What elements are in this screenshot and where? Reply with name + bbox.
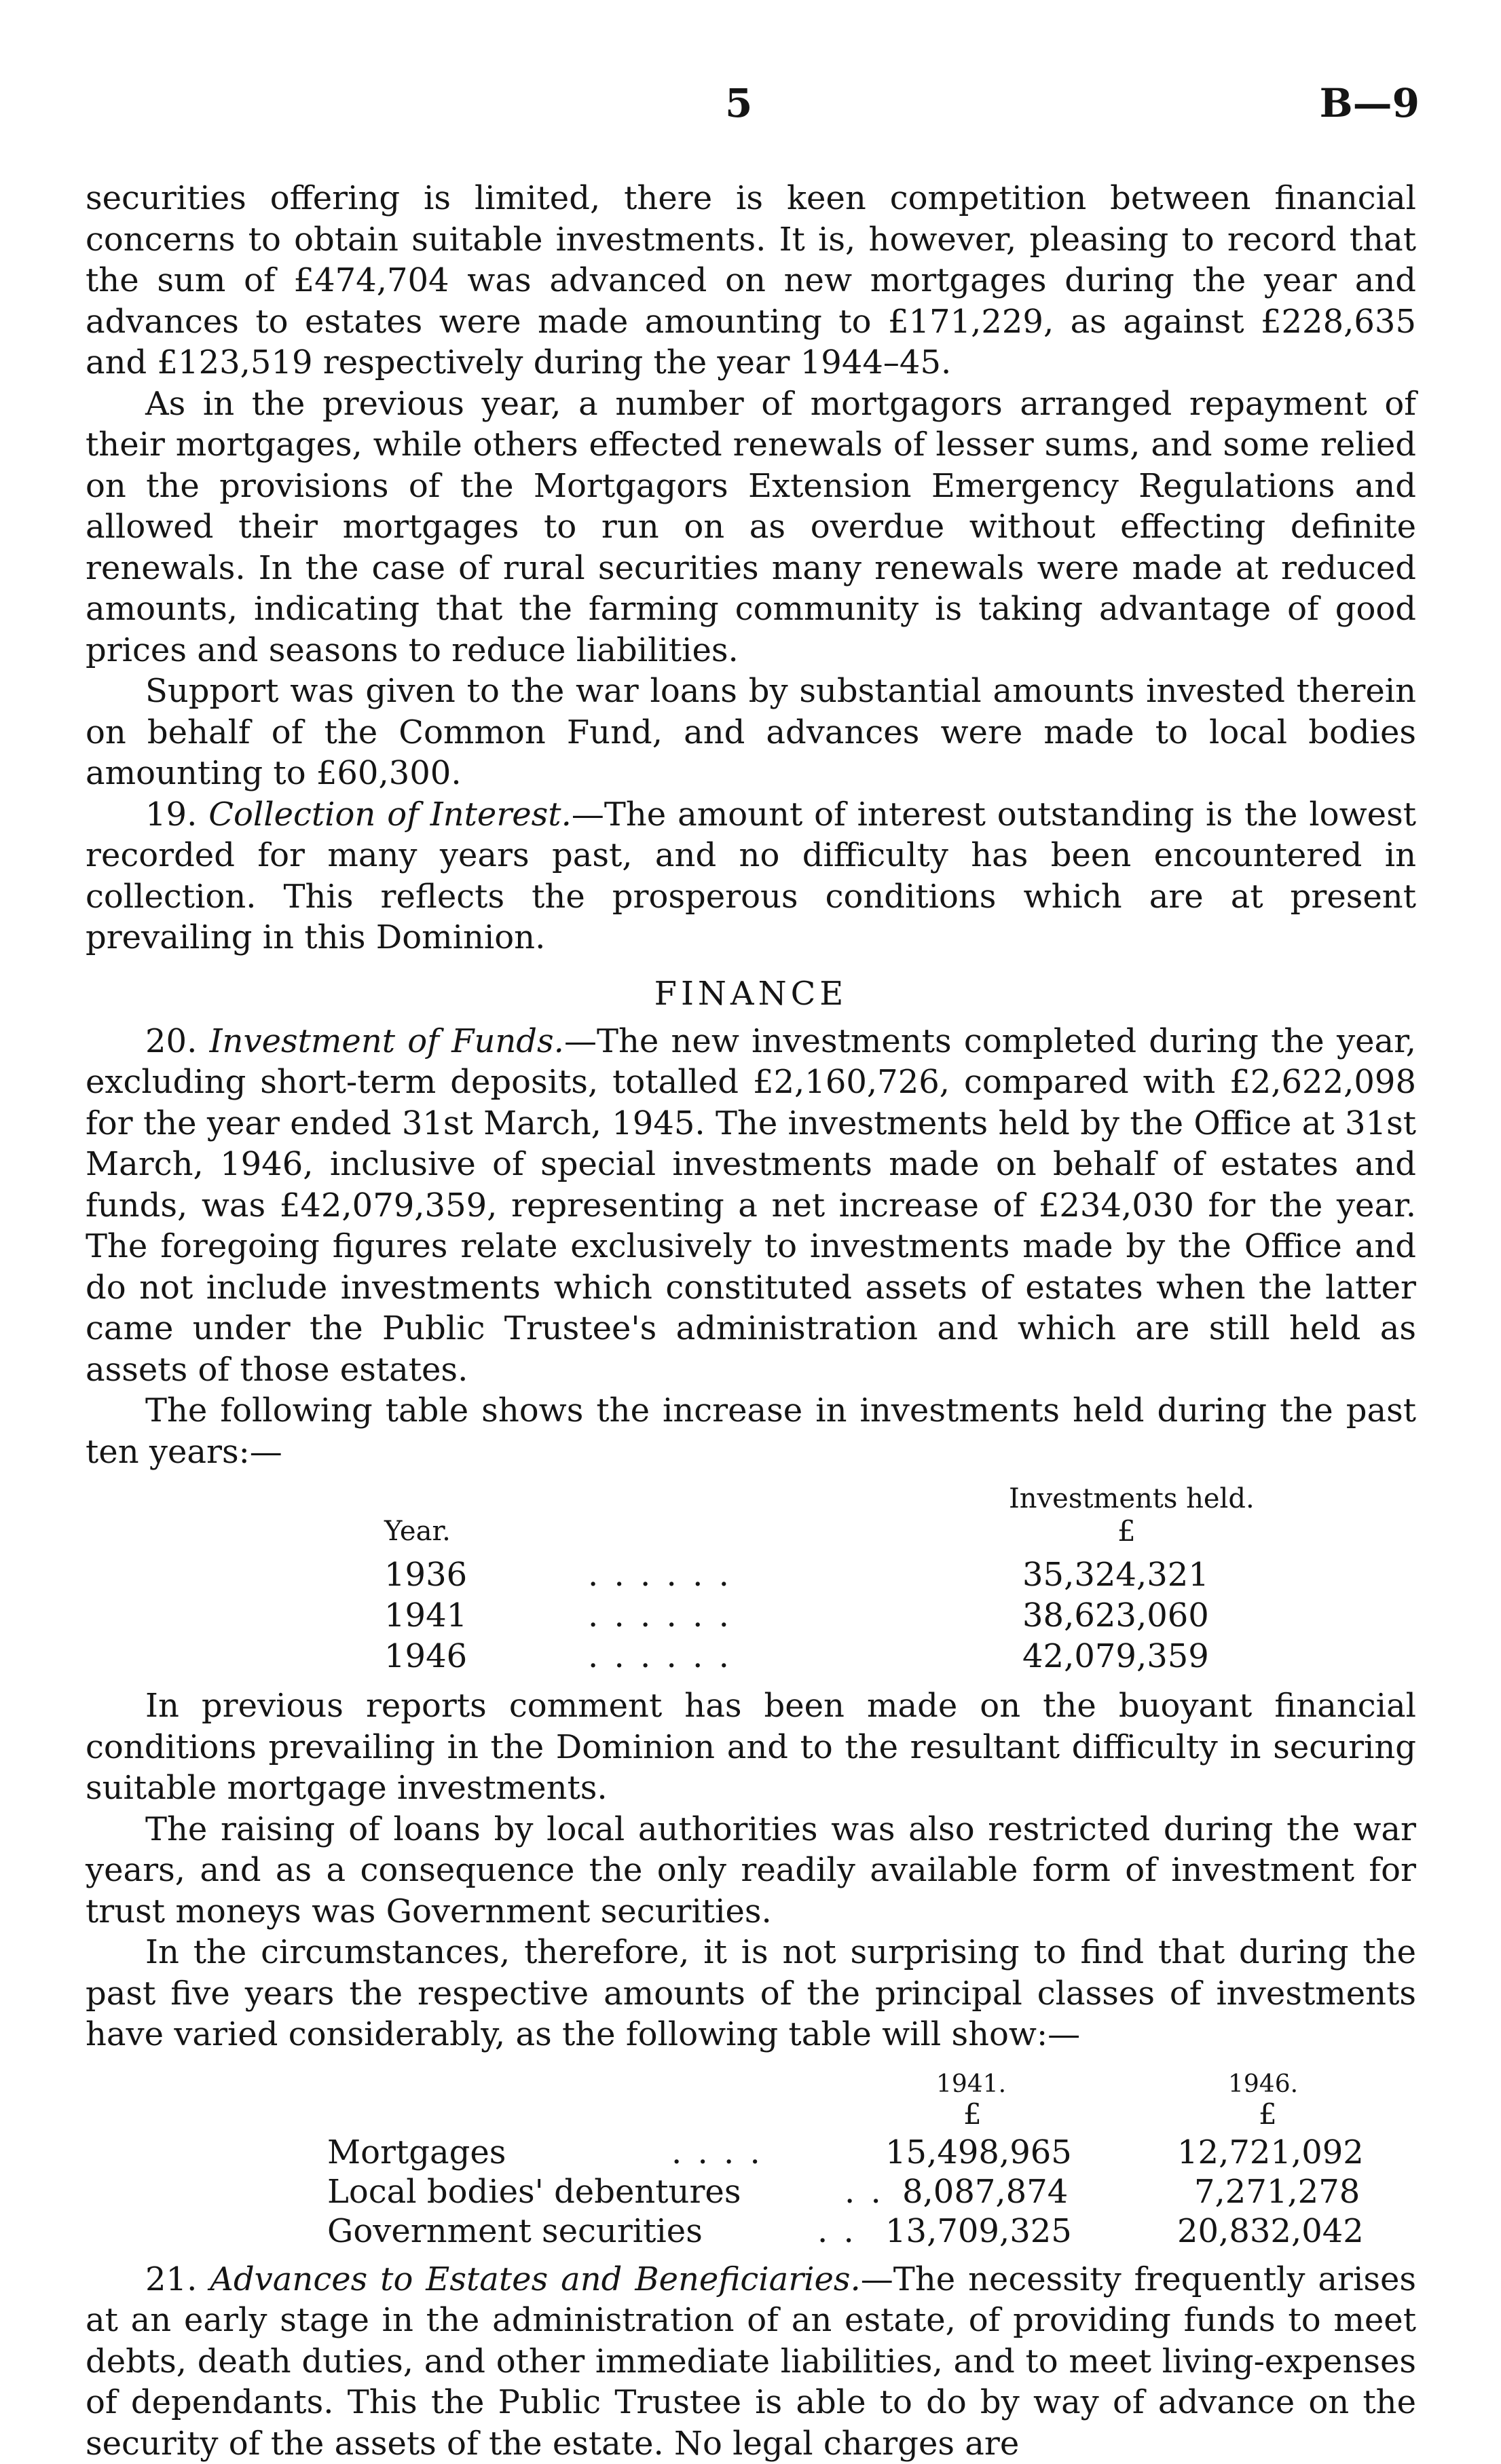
row-year: 1946: [384, 1637, 467, 1676]
row-label: Government securities: [327, 2211, 703, 2251]
page-header: [0, 80, 1501, 134]
column-unit-1946: £: [1259, 2095, 1277, 2134]
row-label: Local bodies' debentures: [327, 2172, 741, 2211]
row-year: 1941: [384, 1596, 467, 1635]
paragraph-advances-to-estates: [86, 2259, 1416, 2464]
paragraph-circumstances: In the circumstances, therefore, it is not surprising to find that during the past five years the respective amounts of the principal classes of investments have varied considerably, as the following table will show:—: [86, 1932, 1416, 2055]
paragraph-text: —The amount of interest outstanding is the lowest recorded for many years past, and no difficulty has been encountered in collection. This reflects the prosperous conditions which are at present prevailing in this Dominion.: [86, 796, 1416, 957]
row-year: 1936: [384, 1555, 467, 1594]
table-row: [234, 2211, 1388, 2251]
paragraph-text: —The new investments completed during the year, excluding short-term deposits, totalled £2,160,726, compared with £2,622,098 for the year ended 31st March, 1945. The investments held by the Office at 31st March, 1946, inclusive of special investments made on behalf of estates and funds, was £42,079,359, representing a net increase of £234,030 for the year. The foregoing figures relate exclusively to investments made by the Office and do not include investments which constituted assets of estates when the latter came under the Public Trustee's administration and which are still held as assets of those estates.: [86, 1022, 1416, 1389]
leader-dots: . . . . . .: [588, 1555, 732, 1594]
row-value-1946: 7,271,278: [1194, 2172, 1360, 2211]
paragraph-table-intro: The following table shows the increase in investments held during the past ten years:—: [86, 1390, 1416, 1472]
column-unit-1941: £: [963, 2095, 982, 2134]
column-header-year: Year.: [384, 1512, 451, 1551]
row-amount: 38,623,060: [1022, 1596, 1209, 1635]
row-value-1941: 13,709,325: [885, 2211, 1072, 2251]
paragraph-investment-of-funds: [86, 1021, 1416, 1391]
paragraph-securities: securities offering is limited, there is keen competition between financial concerns to obtain suitable investments. It is, however, pleasing to record that the sum of £474,704 was advanced on new mortgages during the year and advances to estates were made amounting to £171,229, as against £228,635 and £123,519 respectively during the year 1944–45.: [86, 178, 1416, 384]
paragraph-local-authorities: The raising of loans by local authorities was also restricted during the war years, and as a consequence the only readily available form of investment for trust moneys was Government securities.: [86, 1809, 1416, 1933]
table-row: [234, 2133, 1388, 2172]
row-value-1941: 15,498,965: [885, 2133, 1072, 2172]
investments-table: [384, 1479, 1267, 1677]
inline-heading: Advances to Estates and Beneficiaries.: [210, 2260, 861, 2298]
paragraph-text: —The necessity frequently arises at an early stage in the administration of an estate, of providing funds to meet debts, death duties, and other immediate liabilities, and to meet living-expenses of dependants. This the Public Trustee is able to do by way of advance on the security of the assets of the estate. No legal charges are: [86, 2260, 1416, 2463]
document-reference: B—9: [1320, 80, 1420, 126]
section-heading-finance: FINANCE: [86, 973, 1416, 1014]
leader-dots: . .: [817, 2211, 857, 2251]
column-header-1946: 1946.: [1228, 2065, 1298, 2104]
leader-dots: . . . . . .: [588, 1596, 732, 1635]
paragraph-collection-of-interest: [86, 794, 1416, 958]
table-header: [384, 1479, 1267, 1555]
paragraph-previous-reports: In previous reports comment has been made on the buoyant financial conditions prevailing in the Dominion and to the resultant difficulty in securing suitable mortgage investments.: [86, 1685, 1416, 1809]
column-header-investments: Investments held.: [1009, 1479, 1255, 1518]
section-number: 19.: [145, 796, 197, 834]
section-number: 21.: [145, 2260, 197, 2298]
row-label: Mortgages: [327, 2133, 506, 2172]
row-amount: 35,324,321: [1022, 1555, 1209, 1594]
table-row: [234, 2172, 1388, 2211]
row-value-1946: 12,721,092: [1177, 2133, 1364, 2172]
investment-classes-table: [234, 2065, 1388, 2251]
leader-dots: . . . . . .: [588, 1637, 732, 1676]
row-value-1946: 20,832,042: [1177, 2211, 1364, 2251]
table-header: [234, 2065, 1388, 2133]
paragraph-war-loans: Support was given to the war loans by substantial amounts invested therein on behalf of the Common Fund, and advances were made to local bodies amounting to £60,300.: [86, 671, 1416, 794]
leader-dots: . .: [845, 2172, 884, 2211]
table-row: [384, 1637, 1267, 1677]
column-header-1941: 1941.: [936, 2065, 1006, 2104]
inline-heading: Collection of Interest.: [208, 796, 572, 834]
row-amount: 42,079,359: [1022, 1637, 1209, 1676]
section-number: 20.: [145, 1022, 197, 1060]
paragraph-mortgagors: As in the previous year, a number of mortgagors arranged repayment of their mortgages, while others effected renewals of lesser sums, and some relied on the provisions of the Mortgagors Extension Emergency Regulations and allowed their mortgages to run on as overdue without effecting definite renewals. In the case of rural securities many renewals were made at reduced amounts, indicating that the farming community is taking advantage of good prices and seasons to reduce liabilities.: [86, 384, 1416, 671]
table-row: [384, 1555, 1267, 1596]
page-number: 5: [725, 80, 752, 126]
column-header-unit: £: [1117, 1512, 1136, 1551]
inline-heading: Investment of Funds.: [210, 1022, 564, 1060]
row-value-1941: 8,087,874: [902, 2172, 1068, 2211]
leader-dots: . . . .: [671, 2133, 763, 2172]
body-text: [86, 178, 1416, 2464]
table-row: [384, 1596, 1267, 1637]
